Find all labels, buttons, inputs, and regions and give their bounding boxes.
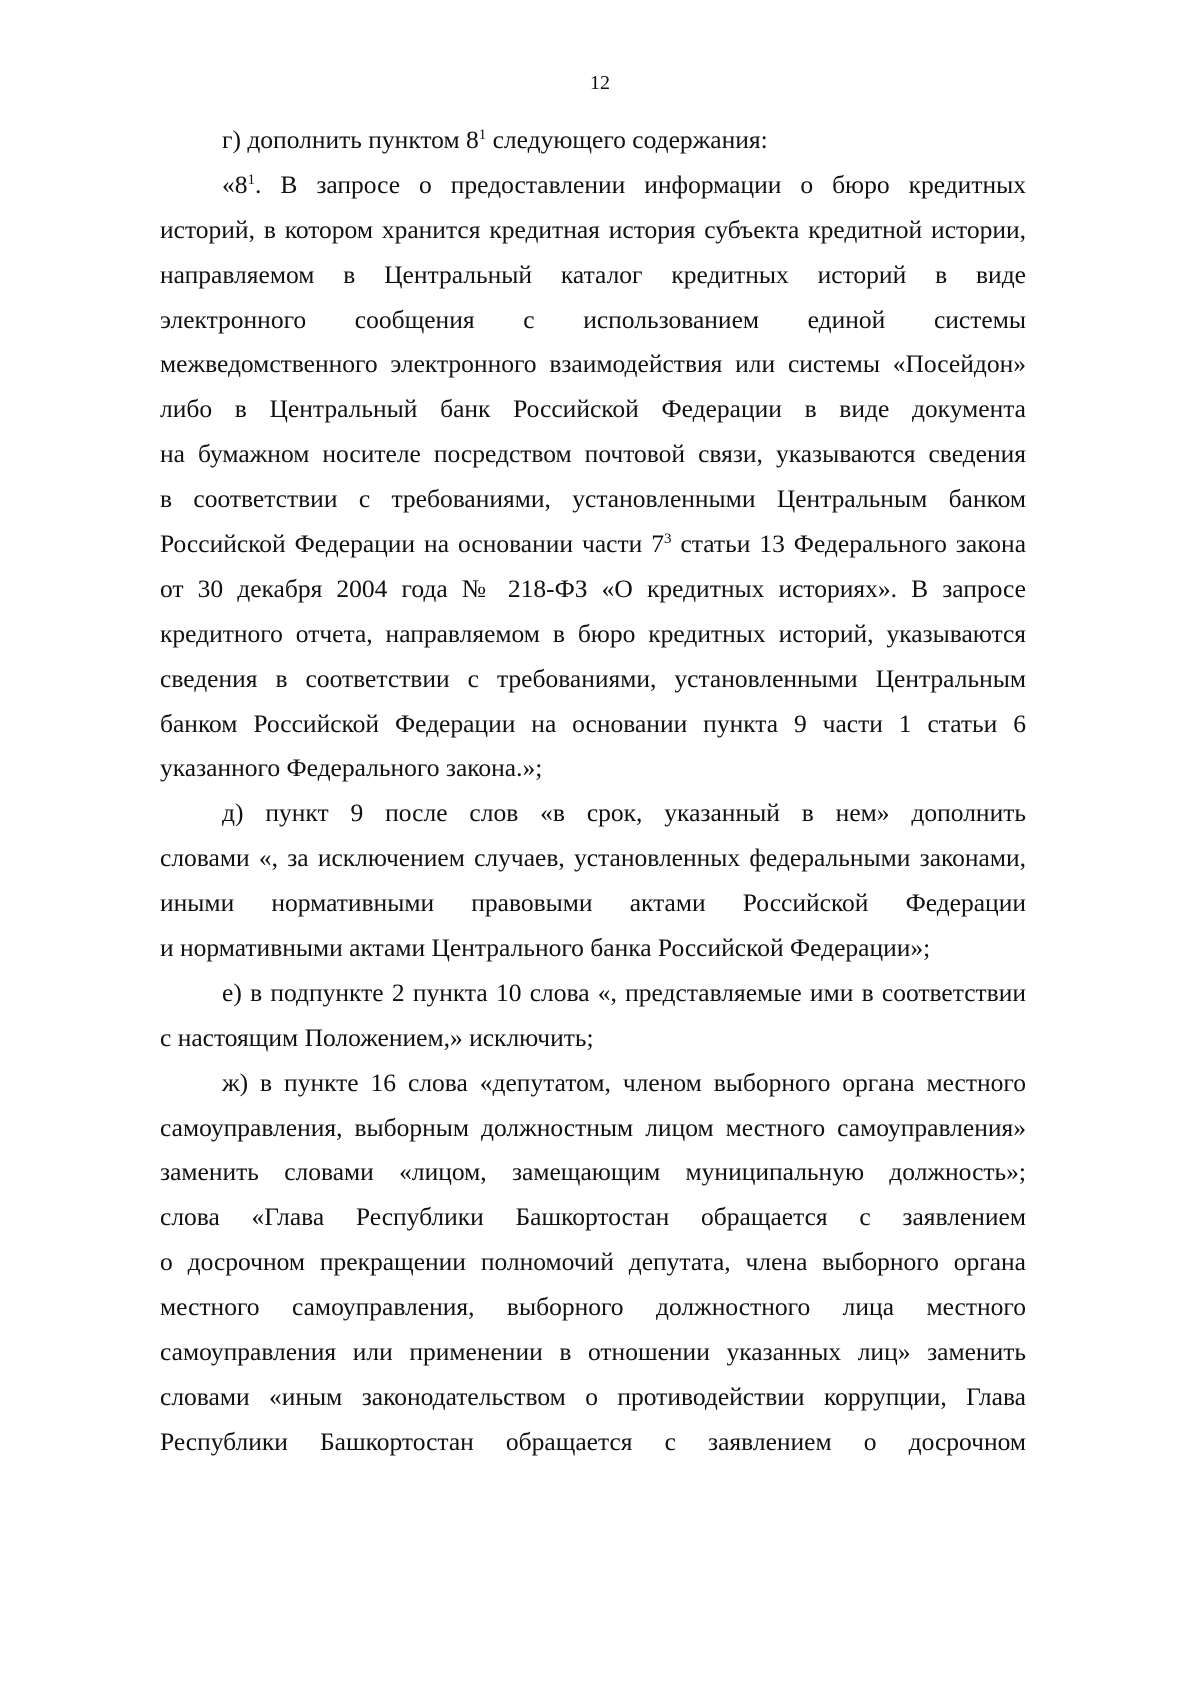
text-segment: местного самоуправления, выборного должностного лица местного — [160, 1292, 1026, 1322]
text-line — [160, 567, 1026, 612]
text-line — [160, 1375, 1026, 1420]
text-segment: словами «иным законодательством о противодействии коррупции, Глава — [160, 1381, 1026, 1411]
text-segment: указанного Федерального закона.»; — [160, 753, 543, 783]
text-line — [160, 387, 1026, 432]
text-line — [160, 881, 1026, 926]
text-segment: заменить словами «лицом, замещающим муниципальную должность»; — [160, 1157, 1026, 1187]
text-line — [160, 1150, 1026, 1195]
text-segment: слова «Глава Республики Башкортостан обращается с заявлением — [160, 1202, 1026, 1232]
text-segment: на бумажном носителе посредством почтовой связи, указываются сведения — [160, 439, 1026, 469]
text-line — [160, 702, 1026, 747]
text-line — [160, 657, 1026, 702]
text-segment: самоуправления, выборным должностным лицом местного самоуправления» — [160, 1112, 1026, 1142]
text-line — [160, 1285, 1026, 1330]
document-body — [160, 118, 1026, 1465]
text-line — [160, 298, 1026, 343]
text-line — [160, 612, 1026, 657]
text-segment: самоуправления или применении в отношении указанных лиц» заменить — [160, 1337, 1026, 1367]
page-number: 12 — [590, 72, 610, 94]
text-segment: . В запросе о предоставлении информации о бюро кредитных — [255, 169, 1026, 199]
text-segment: сведения в соответствии с требованиями, установленными Центральным — [160, 663, 1026, 693]
text-line — [160, 118, 1026, 163]
text-segment: в соответствии с требованиями, установленными Центральным банком — [160, 484, 1026, 514]
text-line — [160, 1195, 1026, 1240]
text-segment: д) пункт 9 после слов «в срок, указанный в нем» дополнить — [222, 798, 1026, 828]
text-line — [160, 342, 1026, 387]
text-segment: Республики Башкортостан обращается с заявлением о досрочном — [160, 1426, 1026, 1456]
text-segment: электронного сообщения с использованием единой системы — [160, 304, 1026, 334]
text-segment: ж) в пункте 16 слова «депутатом, членом выборного органа местного — [222, 1067, 1026, 1097]
text-segment: «8 — [222, 169, 248, 199]
text-line — [160, 836, 1026, 881]
text-segment: направляемом в Центральный каталог кредитных историй в виде — [160, 259, 1026, 289]
text-line — [160, 1420, 1026, 1465]
text-line — [160, 926, 1026, 971]
text-segment: либо в Центральный банк Российской Федерации в виде документа — [160, 394, 1026, 424]
text-segment: словами «, за исключением случаев, установленных федеральными законами, — [160, 843, 1026, 873]
text-line — [160, 1061, 1026, 1106]
text-segment: Российской Федерации на основании части 7 — [160, 529, 665, 559]
text-line — [160, 522, 1026, 567]
text-line — [160, 208, 1026, 253]
superscript: 1 — [247, 171, 255, 188]
text-segment: о досрочном прекращении полномочий депутата, члена выборного органа — [160, 1247, 1026, 1277]
text-segment: следующего содержания: — [486, 125, 768, 154]
text-line — [160, 432, 1026, 477]
text-segment: г) дополнить пунктом 8 — [222, 125, 479, 154]
text-segment: иными нормативными правовыми актами Российской Федерации — [160, 888, 1026, 918]
text-line — [160, 1240, 1026, 1285]
text-line — [160, 253, 1026, 298]
text-segment: банком Российской Федерации на основании пункта 9 части 1 статьи 6 — [160, 708, 1026, 738]
superscript: 1 — [478, 127, 487, 143]
text-segment: историй, в котором хранится кредитная история субъекта кредитной истории, — [160, 214, 1026, 244]
text-line — [160, 163, 1026, 208]
text-segment: статьи 13 Федерального закона — [671, 529, 1027, 559]
text-segment: с настоящим Положением,» исключить; — [160, 1022, 594, 1052]
text-segment: е) в подпункте 2 пункта 10 слова «, представляемые ими в соответствии — [222, 977, 1026, 1007]
text-line — [160, 1016, 1026, 1061]
text-segment: межведомственного электронного взаимодействия или системы «Посейдон» — [160, 349, 1026, 379]
text-segment: от 30 декабря 2004 года № 218-ФЗ «О кредитных историях». В запросе — [160, 573, 1026, 603]
text-line — [160, 971, 1026, 1016]
text-line — [160, 477, 1026, 522]
text-line — [160, 1106, 1026, 1151]
superscript: 3 — [664, 531, 672, 548]
text-line — [160, 791, 1026, 836]
text-line — [160, 1330, 1026, 1375]
text-line — [160, 746, 1026, 791]
text-segment: кредитного отчета, направляемом в бюро кредитных историй, указываются — [160, 618, 1026, 648]
text-segment: и нормативными актами Центрального банка Российской Федерации»; — [160, 933, 931, 963]
